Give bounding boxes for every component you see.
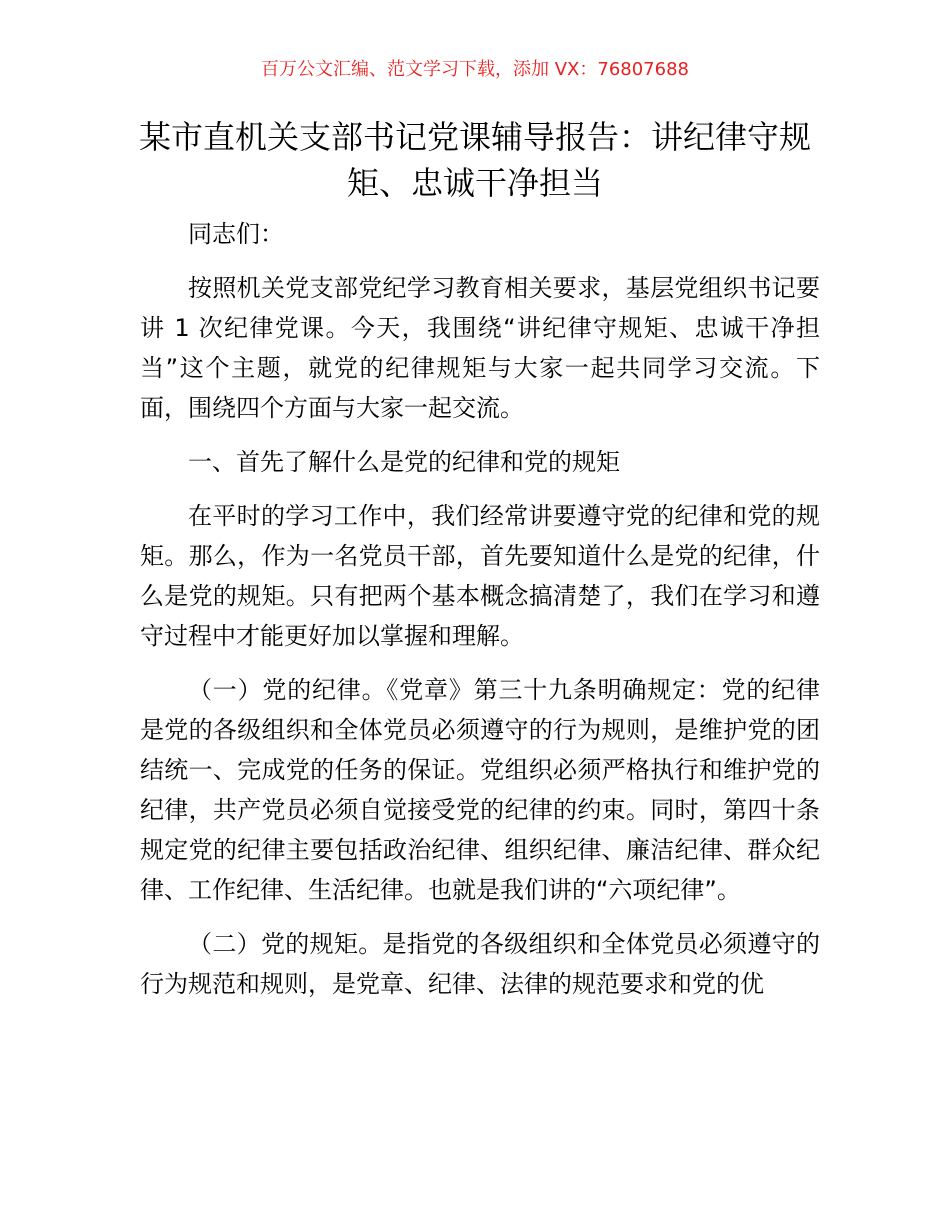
section-heading: 一、首先了解什么是党的纪律和党的规矩 (188, 448, 620, 476)
greeting: 同志们： (188, 220, 284, 248)
promo-banner: 百万公文汇编、范文学习下载，添加 VX：76807688 (261, 59, 689, 80)
paragraph-party-rules: （二）党的规矩。是指党的各级组织和全体党员必须遵守的行为规范和规则，是党章、纪律、法律的规范要求和党的优 (140, 930, 820, 998)
paragraph-body: 在平时的学习工作中，我们经常讲要遵守党的纪律和党的规矩。那么，作为一名党员干部，首先要知道什么是党的纪律，什么是党的规矩。只有把两个基本概念搞清楚了，我们在学习和遵守过程中才能更好加以掌握和理解。 (140, 502, 820, 650)
paragraph-party-discipline: （一）党的纪律。《党章》第三十九条明确规定：党的纪律是党的各级组织和全体党员必须遵守的行为规则，是维护党的团结统一、完成党的任务的保证。党组织必须严格执行和维护党的纪律，共产党员必须自觉接受党的纪律的约束。同时，第四十条规定党的纪律主要包括政治纪律、组织纪律、廉洁纪律、群众纪律、工作纪律、生活纪律。也就是我们讲的“六项纪律”。 (140, 676, 820, 904)
document-body (140, 214, 820, 1018)
document-title: 某市直机关支部书记党课辅导报告：讲纪律守规矩、忠诚干净担当 (138, 118, 811, 202)
paragraph-intro: 按照机关党支部党纪学习教育相关要求，基层党组织书记要讲 1 次纪律党课。今天，我围绕“讲纪律守规矩、忠诚干净担当”这个主题，就党的纪律规矩与大家一起共同学习交流。下面，围绕四个方面与大家一起交流。 (140, 274, 820, 422)
